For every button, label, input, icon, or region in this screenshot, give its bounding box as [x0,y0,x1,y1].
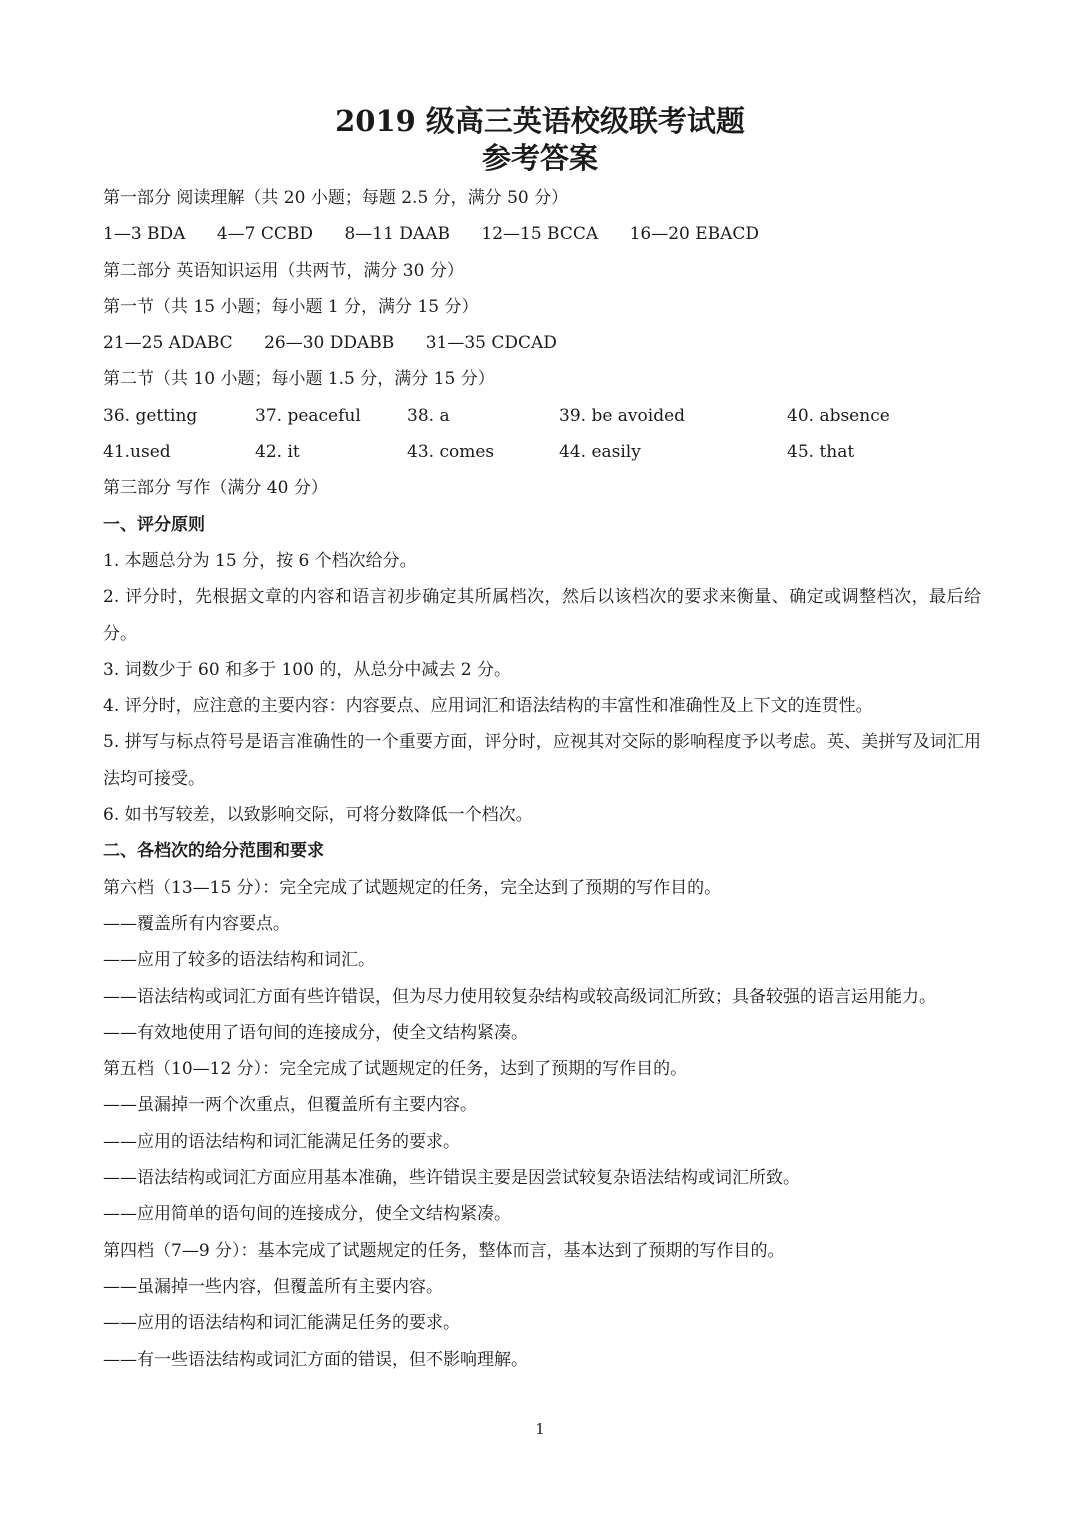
part3-heading: 第三部分 写作（满分 40 分） [103,478,328,499]
answer-group: 31—35 CDCAD [425,333,557,354]
principle-5: 5. 拼写与标点符号是语言准确性的一个重要方面，评分时，应视其对交际的影响程度予以考虑。英、美拼写及词汇用法均可接受。 [103,732,981,789]
level4-title: 第四档（7—9 分）：基本完成了试题规定的任务，整体而言，基本达到了预期的写作目的。 [103,1240,785,1261]
principle-1: 1. 本题总分为 15 分，按 6 个档次给分。 [103,550,417,571]
answer-item: 42. it [255,442,300,463]
principle-2: 2. 评分时，先根据文章的内容和语言初步确定其所属档次，然后以该档次的要求来衡量、确定或调整档次，最后给分。 [103,587,981,644]
answer-item: 39. be avoided [559,405,686,426]
part2-section1-heading: 第一节（共 15 小题；每小题 1 分，满分 15 分） [103,296,479,317]
level5-title: 第五档（10—12 分）：完全完成了试题规定的任务，达到了预期的写作目的。 [103,1059,688,1080]
answer-item: 36. getting [103,405,198,426]
level5-item: ——虽漏掉一两个次重点，但覆盖所有主要内容。 [103,1095,477,1116]
answer-item: 38. a [407,405,450,426]
answer-group: 16—20 EBACD [629,224,760,245]
part1-heading: 第一部分 阅读理解（共 20 小题；每题 2.5 分，满分 50 分） [103,188,569,208]
level4-item: ——有一些语法结构或词汇方面的错误，但不影响理解。 [103,1349,528,1370]
answer-group: 4—7 CCBD [216,224,314,245]
level6-item: ——有效地使用了语句间的连接成分，使全文结构紧凑。 [103,1022,528,1043]
level6-title: 第六档（13—15 分）：完全完成了试题规定的任务，完全达到了预期的写作目的。 [103,877,722,898]
level5-item: ——语法结构或词汇方面应用基本准确，些许错误主要是因尝试较复杂语法结构或词汇所致。 [103,1168,800,1189]
level4-item: ——应用的语法结构和词汇能满足任务的要求。 [103,1313,460,1334]
answer-item: 45. that [787,442,855,463]
answer-item: 37. peaceful [255,405,361,426]
principle-3: 3. 词数少于 60 和多于 100 的，从总分中减去 2 分。 [103,659,511,680]
part1-answers [103,216,981,252]
answer-item: 44. easily [559,442,641,463]
principle-6: 6. 如书写较差，以致影响交际，可将分数降低一个档次。 [103,805,533,826]
part2-section1-answers [103,325,981,361]
answer-item: 40. absence [787,405,890,426]
levels-heading: 二、各档次的给分范围和要求 [103,841,324,862]
answer-group: 1—3 BDA [103,224,186,245]
part2-section2-heading: 第二节（共 10 小题；每小题 1.5 分，满分 15 分） [103,369,495,390]
document-title: 2019 级高三英语校级联考试题 [335,104,745,138]
part2-heading: 第二部分 英语知识运用（共两节，满分 30 分） [103,260,464,281]
answer-item: 43. comes [407,442,495,463]
level5-item: ——应用简单的语句间的连接成分，使全文结构紧凑。 [103,1204,511,1225]
principle-4: 4. 评分时，应注意的主要内容：内容要点、应用词汇和语法结构的丰富性和准确性及上下文的连贯性。 [103,696,873,717]
answer-content [103,180,981,1378]
answer-item: 41.used [103,442,171,463]
answer-group: 21—25 ADABC [103,333,233,354]
level6-item: ——语法结构或词汇方面有些许错误，但为尽力使用较复杂结构或较高级词汇所致；具备较强的语言运用能力。 [103,986,936,1007]
level4-item: ——虽漏掉一些内容，但覆盖所有主要内容。 [103,1276,443,1297]
level5-item: ——应用的语法结构和词汇能满足任务的要求。 [103,1131,460,1152]
part2-section2-row1 [103,398,981,434]
level6-item: ——应用了较多的语法结构和词汇。 [103,950,375,971]
principles-heading: 一、评分原则 [103,514,205,535]
part2-section2-row2 [103,434,981,470]
level6-item: ——覆盖所有内容要点。 [103,913,290,934]
page-number: 1 [535,1420,545,1438]
answer-group: 26—30 DDABB [264,333,395,354]
answer-group: 8—11 DAAB [344,224,450,245]
answer-group: 12—15 BCCA [481,224,599,245]
document-subtitle: 参考答案 [481,141,598,175]
